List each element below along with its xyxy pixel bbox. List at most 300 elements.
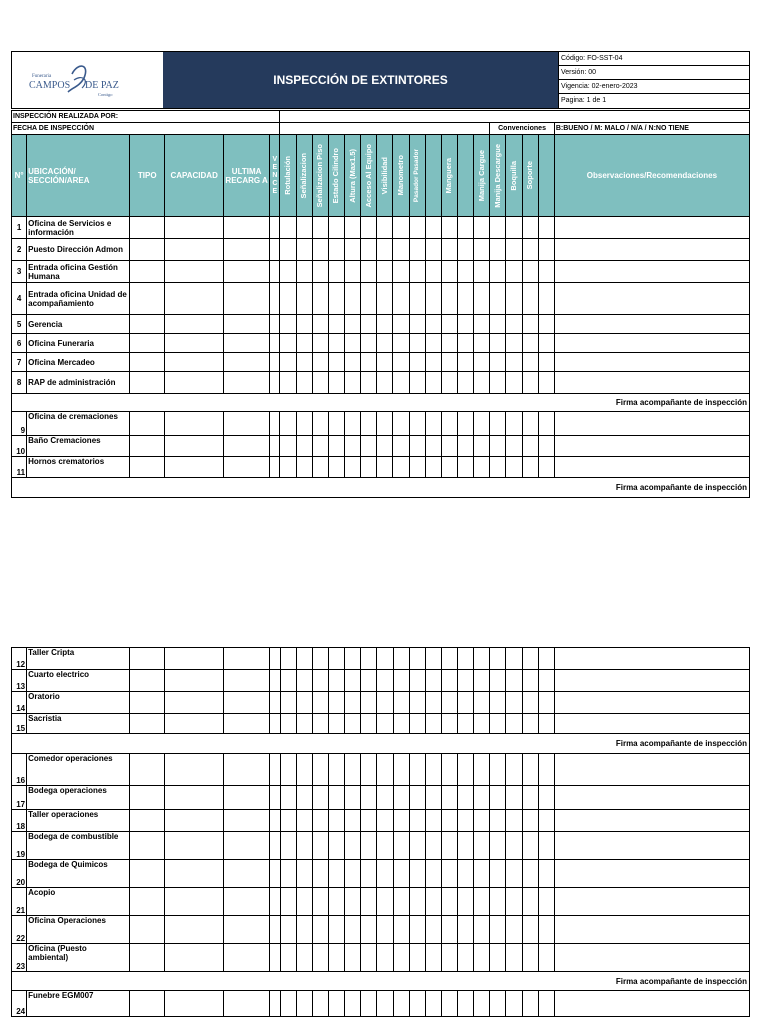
- inspection-cell[interactable]: [441, 315, 457, 334]
- inspection-cell[interactable]: [458, 916, 474, 944]
- inspection-cell[interactable]: [474, 261, 490, 283]
- inspection-cell[interactable]: [474, 916, 490, 944]
- inspection-cell[interactable]: [130, 832, 165, 860]
- inspection-cell[interactable]: [165, 916, 224, 944]
- inspection-cell[interactable]: [130, 315, 165, 334]
- inspection-cell[interactable]: [522, 916, 538, 944]
- inspection-cell[interactable]: [345, 412, 361, 436]
- observaciones-cell[interactable]: [554, 239, 749, 261]
- inspection-cell[interactable]: [345, 860, 361, 888]
- inspection-cell[interactable]: [312, 261, 328, 283]
- inspection-cell[interactable]: [345, 353, 361, 372]
- inspection-cell[interactable]: [345, 888, 361, 916]
- inspection-cell[interactable]: [458, 692, 474, 714]
- inspection-cell[interactable]: [345, 239, 361, 261]
- inspection-cell[interactable]: [312, 754, 328, 786]
- inspection-cell[interactable]: [409, 315, 425, 334]
- inspection-cell[interactable]: [328, 648, 344, 670]
- inspection-cell[interactable]: [474, 217, 490, 239]
- inspection-cell[interactable]: [522, 283, 538, 315]
- inspection-cell[interactable]: [538, 991, 554, 1017]
- inspection-cell[interactable]: [223, 283, 269, 315]
- inspection-cell[interactable]: [506, 261, 522, 283]
- inspection-cell[interactable]: [361, 692, 377, 714]
- inspection-cell[interactable]: [409, 334, 425, 353]
- inspection-cell[interactable]: [345, 217, 361, 239]
- inspection-cell[interactable]: [130, 888, 165, 916]
- inspection-cell[interactable]: [296, 692, 312, 714]
- inspection-cell[interactable]: [522, 261, 538, 283]
- inspection-cell[interactable]: [474, 436, 490, 457]
- inspection-cell[interactable]: [270, 810, 280, 832]
- inspection-cell[interactable]: [377, 315, 393, 334]
- inspection-cell[interactable]: [538, 239, 554, 261]
- inspection-cell[interactable]: [312, 888, 328, 916]
- inspection-cell[interactable]: [506, 944, 522, 972]
- inspection-cell[interactable]: [538, 283, 554, 315]
- inspection-cell[interactable]: [361, 944, 377, 972]
- inspection-cell[interactable]: [393, 888, 409, 916]
- inspection-cell[interactable]: [538, 810, 554, 832]
- inspection-cell[interactable]: [130, 991, 165, 1017]
- inspection-cell[interactable]: [490, 714, 506, 734]
- inspection-cell[interactable]: [458, 353, 474, 372]
- inspection-cell[interactable]: [130, 944, 165, 972]
- inspection-cell[interactable]: [538, 670, 554, 692]
- inspection-cell[interactable]: [538, 353, 554, 372]
- inspection-cell[interactable]: [270, 315, 280, 334]
- inspection-cell[interactable]: [474, 648, 490, 670]
- inspection-cell[interactable]: [393, 217, 409, 239]
- observaciones-cell[interactable]: [554, 944, 749, 972]
- inspection-cell[interactable]: [361, 261, 377, 283]
- inspection-cell[interactable]: [506, 412, 522, 436]
- inspection-cell[interactable]: [165, 239, 224, 261]
- inspection-cell[interactable]: [393, 991, 409, 1017]
- inspection-cell[interactable]: [270, 714, 280, 734]
- inspection-cell[interactable]: [165, 372, 224, 394]
- inspection-cell[interactable]: [474, 786, 490, 810]
- inspection-cell[interactable]: [296, 283, 312, 315]
- inspection-cell[interactable]: [377, 810, 393, 832]
- inspection-cell[interactable]: [361, 832, 377, 860]
- inspection-cell[interactable]: [312, 860, 328, 888]
- inspection-cell[interactable]: [280, 786, 296, 810]
- inspection-cell[interactable]: [328, 353, 344, 372]
- inspection-cell[interactable]: [490, 991, 506, 1017]
- inspection-cell[interactable]: [474, 283, 490, 315]
- inspection-cell[interactable]: [538, 457, 554, 478]
- inspection-cell[interactable]: [393, 334, 409, 353]
- inspection-cell[interactable]: [538, 648, 554, 670]
- inspection-cell[interactable]: [474, 860, 490, 888]
- inspection-cell[interactable]: [223, 648, 269, 670]
- inspection-cell[interactable]: [409, 888, 425, 916]
- inspection-cell[interactable]: [296, 944, 312, 972]
- inspection-cell[interactable]: [312, 692, 328, 714]
- inspection-cell[interactable]: [490, 315, 506, 334]
- inspection-cell[interactable]: [165, 692, 224, 714]
- inspection-cell[interactable]: [522, 353, 538, 372]
- inspection-cell[interactable]: [165, 670, 224, 692]
- inspection-cell[interactable]: [130, 754, 165, 786]
- inspection-cell[interactable]: [270, 283, 280, 315]
- inspection-cell[interactable]: [441, 283, 457, 315]
- inspection-cell[interactable]: [223, 261, 269, 283]
- inspection-cell[interactable]: [270, 991, 280, 1017]
- inspection-cell[interactable]: [165, 991, 224, 1017]
- inspection-cell[interactable]: [474, 888, 490, 916]
- inspection-cell[interactable]: [522, 239, 538, 261]
- inspection-cell[interactable]: [441, 436, 457, 457]
- inspection-cell[interactable]: [312, 457, 328, 478]
- realizada-por-field[interactable]: [280, 111, 750, 123]
- inspection-cell[interactable]: [474, 714, 490, 734]
- inspection-cell[interactable]: [490, 916, 506, 944]
- inspection-cell[interactable]: [409, 353, 425, 372]
- inspection-cell[interactable]: [223, 334, 269, 353]
- inspection-cell[interactable]: [441, 991, 457, 1017]
- inspection-cell[interactable]: [393, 714, 409, 734]
- inspection-cell[interactable]: [345, 315, 361, 334]
- inspection-cell[interactable]: [506, 916, 522, 944]
- inspection-cell[interactable]: [361, 648, 377, 670]
- observaciones-cell[interactable]: [554, 315, 749, 334]
- inspection-cell[interactable]: [425, 436, 441, 457]
- inspection-cell[interactable]: [506, 670, 522, 692]
- inspection-cell[interactable]: [280, 648, 296, 670]
- inspection-cell[interactable]: [270, 832, 280, 860]
- inspection-cell[interactable]: [538, 315, 554, 334]
- inspection-cell[interactable]: [506, 648, 522, 670]
- inspection-cell[interactable]: [377, 334, 393, 353]
- inspection-cell[interactable]: [441, 372, 457, 394]
- inspection-cell[interactable]: [270, 648, 280, 670]
- inspection-cell[interactable]: [441, 457, 457, 478]
- inspection-cell[interactable]: [538, 754, 554, 786]
- inspection-cell[interactable]: [425, 944, 441, 972]
- inspection-cell[interactable]: [328, 334, 344, 353]
- inspection-cell[interactable]: [458, 944, 474, 972]
- inspection-cell[interactable]: [458, 283, 474, 315]
- inspection-cell[interactable]: [490, 648, 506, 670]
- inspection-cell[interactable]: [458, 239, 474, 261]
- inspection-cell[interactable]: [425, 692, 441, 714]
- inspection-cell[interactable]: [409, 860, 425, 888]
- inspection-cell[interactable]: [328, 670, 344, 692]
- inspection-cell[interactable]: [270, 457, 280, 478]
- inspection-cell[interactable]: [345, 714, 361, 734]
- inspection-cell[interactable]: [538, 714, 554, 734]
- observaciones-cell[interactable]: [554, 714, 749, 734]
- inspection-cell[interactable]: [409, 457, 425, 478]
- inspection-cell[interactable]: [522, 372, 538, 394]
- inspection-cell[interactable]: [425, 648, 441, 670]
- inspection-cell[interactable]: [270, 353, 280, 372]
- inspection-cell[interactable]: [280, 261, 296, 283]
- inspection-cell[interactable]: [328, 412, 344, 436]
- inspection-cell[interactable]: [328, 457, 344, 478]
- inspection-cell[interactable]: [130, 810, 165, 832]
- inspection-cell[interactable]: [377, 944, 393, 972]
- observaciones-cell[interactable]: [554, 436, 749, 457]
- inspection-cell[interactable]: [393, 315, 409, 334]
- inspection-cell[interactable]: [270, 261, 280, 283]
- inspection-cell[interactable]: [223, 315, 269, 334]
- inspection-cell[interactable]: [441, 860, 457, 888]
- inspection-cell[interactable]: [425, 916, 441, 944]
- inspection-cell[interactable]: [165, 261, 224, 283]
- inspection-cell[interactable]: [361, 714, 377, 734]
- inspection-cell[interactable]: [522, 991, 538, 1017]
- inspection-cell[interactable]: [223, 412, 269, 436]
- inspection-cell[interactable]: [377, 916, 393, 944]
- inspection-cell[interactable]: [280, 832, 296, 860]
- inspection-cell[interactable]: [280, 372, 296, 394]
- inspection-cell[interactable]: [296, 916, 312, 944]
- inspection-cell[interactable]: [522, 315, 538, 334]
- inspection-cell[interactable]: [377, 457, 393, 478]
- inspection-cell[interactable]: [474, 832, 490, 860]
- inspection-cell[interactable]: [130, 217, 165, 239]
- inspection-cell[interactable]: [280, 353, 296, 372]
- inspection-cell[interactable]: [474, 754, 490, 786]
- inspection-cell[interactable]: [522, 412, 538, 436]
- inspection-cell[interactable]: [425, 670, 441, 692]
- inspection-cell[interactable]: [522, 648, 538, 670]
- inspection-cell[interactable]: [393, 353, 409, 372]
- inspection-cell[interactable]: [441, 754, 457, 786]
- inspection-cell[interactable]: [130, 786, 165, 810]
- inspection-cell[interactable]: [393, 239, 409, 261]
- inspection-cell[interactable]: [296, 412, 312, 436]
- inspection-cell[interactable]: [506, 832, 522, 860]
- inspection-cell[interactable]: [506, 786, 522, 810]
- observaciones-cell[interactable]: [554, 217, 749, 239]
- observaciones-cell[interactable]: [554, 670, 749, 692]
- inspection-cell[interactable]: [345, 692, 361, 714]
- inspection-cell[interactable]: [296, 832, 312, 860]
- inspection-cell[interactable]: [458, 810, 474, 832]
- inspection-cell[interactable]: [441, 692, 457, 714]
- inspection-cell[interactable]: [296, 786, 312, 810]
- inspection-cell[interactable]: [458, 670, 474, 692]
- inspection-cell[interactable]: [280, 991, 296, 1017]
- inspection-cell[interactable]: [345, 944, 361, 972]
- inspection-cell[interactable]: [328, 261, 344, 283]
- inspection-cell[interactable]: [223, 944, 269, 972]
- inspection-cell[interactable]: [296, 334, 312, 353]
- inspection-cell[interactable]: [377, 217, 393, 239]
- inspection-cell[interactable]: [490, 436, 506, 457]
- inspection-cell[interactable]: [474, 991, 490, 1017]
- inspection-cell[interactable]: [474, 810, 490, 832]
- inspection-cell[interactable]: [490, 810, 506, 832]
- inspection-cell[interactable]: [506, 436, 522, 457]
- inspection-cell[interactable]: [361, 888, 377, 916]
- inspection-cell[interactable]: [409, 412, 425, 436]
- inspection-cell[interactable]: [393, 860, 409, 888]
- inspection-cell[interactable]: [506, 860, 522, 888]
- inspection-cell[interactable]: [312, 810, 328, 832]
- observaciones-cell[interactable]: [554, 916, 749, 944]
- inspection-cell[interactable]: [165, 412, 224, 436]
- inspection-cell[interactable]: [328, 315, 344, 334]
- inspection-cell[interactable]: [425, 810, 441, 832]
- inspection-cell[interactable]: [270, 860, 280, 888]
- inspection-cell[interactable]: [490, 412, 506, 436]
- inspection-cell[interactable]: [361, 334, 377, 353]
- inspection-cell[interactable]: [425, 372, 441, 394]
- inspection-cell[interactable]: [538, 692, 554, 714]
- inspection-cell[interactable]: [270, 754, 280, 786]
- inspection-cell[interactable]: [377, 991, 393, 1017]
- inspection-cell[interactable]: [328, 810, 344, 832]
- inspection-cell[interactable]: [474, 315, 490, 334]
- inspection-cell[interactable]: [345, 372, 361, 394]
- inspection-cell[interactable]: [393, 832, 409, 860]
- observaciones-cell[interactable]: [554, 754, 749, 786]
- inspection-cell[interactable]: [130, 283, 165, 315]
- inspection-cell[interactable]: [377, 372, 393, 394]
- inspection-cell[interactable]: [425, 860, 441, 888]
- inspection-cell[interactable]: [312, 315, 328, 334]
- inspection-cell[interactable]: [312, 239, 328, 261]
- inspection-cell[interactable]: [312, 832, 328, 860]
- observaciones-cell[interactable]: [554, 372, 749, 394]
- inspection-cell[interactable]: [270, 692, 280, 714]
- inspection-cell[interactable]: [441, 217, 457, 239]
- inspection-cell[interactable]: [270, 217, 280, 239]
- inspection-cell[interactable]: [130, 239, 165, 261]
- inspection-cell[interactable]: [458, 372, 474, 394]
- inspection-cell[interactable]: [345, 810, 361, 832]
- inspection-cell[interactable]: [538, 832, 554, 860]
- inspection-cell[interactable]: [441, 648, 457, 670]
- inspection-cell[interactable]: [506, 334, 522, 353]
- inspection-cell[interactable]: [280, 217, 296, 239]
- inspection-cell[interactable]: [409, 436, 425, 457]
- observaciones-cell[interactable]: [554, 991, 749, 1017]
- inspection-cell[interactable]: [165, 283, 224, 315]
- inspection-cell[interactable]: [522, 832, 538, 860]
- inspection-cell[interactable]: [328, 714, 344, 734]
- inspection-cell[interactable]: [393, 670, 409, 692]
- inspection-cell[interactable]: [130, 353, 165, 372]
- inspection-cell[interactable]: [280, 412, 296, 436]
- inspection-cell[interactable]: [490, 353, 506, 372]
- inspection-cell[interactable]: [328, 991, 344, 1017]
- inspection-cell[interactable]: [506, 239, 522, 261]
- observaciones-cell[interactable]: [554, 353, 749, 372]
- inspection-cell[interactable]: [361, 754, 377, 786]
- inspection-cell[interactable]: [296, 261, 312, 283]
- inspection-cell[interactable]: [130, 648, 165, 670]
- inspection-cell[interactable]: [441, 786, 457, 810]
- inspection-cell[interactable]: [270, 786, 280, 810]
- inspection-cell[interactable]: [296, 754, 312, 786]
- inspection-cell[interactable]: [377, 412, 393, 436]
- inspection-cell[interactable]: [506, 372, 522, 394]
- inspection-cell[interactable]: [223, 991, 269, 1017]
- inspection-cell[interactable]: [296, 648, 312, 670]
- inspection-cell[interactable]: [425, 334, 441, 353]
- inspection-cell[interactable]: [312, 217, 328, 239]
- observaciones-cell[interactable]: [554, 457, 749, 478]
- inspection-cell[interactable]: [441, 670, 457, 692]
- inspection-cell[interactable]: [474, 692, 490, 714]
- inspection-cell[interactable]: [328, 217, 344, 239]
- inspection-cell[interactable]: [490, 334, 506, 353]
- inspection-cell[interactable]: [270, 888, 280, 916]
- inspection-cell[interactable]: [165, 315, 224, 334]
- inspection-cell[interactable]: [280, 334, 296, 353]
- inspection-cell[interactable]: [270, 916, 280, 944]
- inspection-cell[interactable]: [296, 372, 312, 394]
- inspection-cell[interactable]: [458, 217, 474, 239]
- inspection-cell[interactable]: [377, 353, 393, 372]
- inspection-cell[interactable]: [522, 810, 538, 832]
- inspection-cell[interactable]: [223, 372, 269, 394]
- inspection-cell[interactable]: [130, 916, 165, 944]
- inspection-cell[interactable]: [312, 436, 328, 457]
- inspection-cell[interactable]: [270, 436, 280, 457]
- observaciones-cell[interactable]: [554, 888, 749, 916]
- inspection-cell[interactable]: [441, 239, 457, 261]
- inspection-cell[interactable]: [441, 888, 457, 916]
- inspection-cell[interactable]: [441, 261, 457, 283]
- inspection-cell[interactable]: [393, 944, 409, 972]
- inspection-cell[interactable]: [425, 217, 441, 239]
- inspection-cell[interactable]: [538, 372, 554, 394]
- observaciones-cell[interactable]: [554, 860, 749, 888]
- inspection-cell[interactable]: [409, 283, 425, 315]
- inspection-cell[interactable]: [328, 916, 344, 944]
- inspection-cell[interactable]: [522, 436, 538, 457]
- inspection-cell[interactable]: [377, 239, 393, 261]
- inspection-cell[interactable]: [409, 714, 425, 734]
- inspection-cell[interactable]: [361, 412, 377, 436]
- inspection-cell[interactable]: [270, 239, 280, 261]
- inspection-cell[interactable]: [130, 436, 165, 457]
- inspection-cell[interactable]: [296, 991, 312, 1017]
- inspection-cell[interactable]: [270, 334, 280, 353]
- inspection-cell[interactable]: [223, 436, 269, 457]
- inspection-cell[interactable]: [165, 810, 224, 832]
- inspection-cell[interactable]: [522, 944, 538, 972]
- inspection-cell[interactable]: [280, 754, 296, 786]
- inspection-cell[interactable]: [506, 283, 522, 315]
- inspection-cell[interactable]: [165, 648, 224, 670]
- inspection-cell[interactable]: [506, 692, 522, 714]
- inspection-cell[interactable]: [130, 714, 165, 734]
- inspection-cell[interactable]: [130, 692, 165, 714]
- inspection-cell[interactable]: [296, 315, 312, 334]
- inspection-cell[interactable]: [280, 315, 296, 334]
- observaciones-cell[interactable]: [554, 786, 749, 810]
- inspection-cell[interactable]: [165, 832, 224, 860]
- inspection-cell[interactable]: [377, 261, 393, 283]
- inspection-cell[interactable]: [377, 888, 393, 916]
- inspection-cell[interactable]: [458, 457, 474, 478]
- observaciones-cell[interactable]: [554, 810, 749, 832]
- inspection-cell[interactable]: [393, 283, 409, 315]
- inspection-cell[interactable]: [490, 239, 506, 261]
- inspection-cell[interactable]: [409, 916, 425, 944]
- inspection-cell[interactable]: [490, 670, 506, 692]
- inspection-cell[interactable]: [458, 334, 474, 353]
- inspection-cell[interactable]: [223, 670, 269, 692]
